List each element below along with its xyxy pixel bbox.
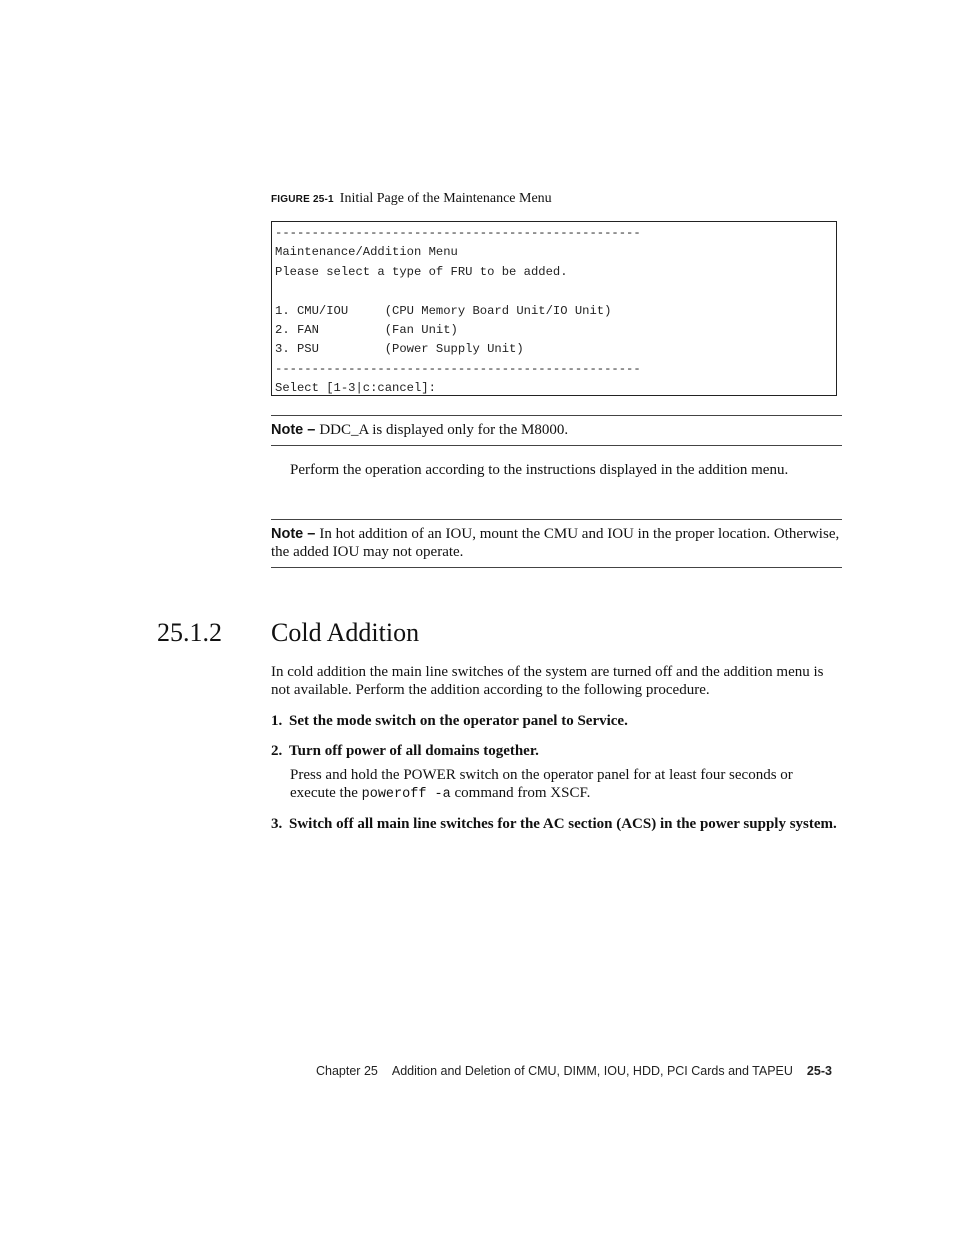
- footer-page-number: 25-3: [806, 1064, 832, 1078]
- step-3: [271, 816, 842, 833]
- note-label: Note –: [271, 526, 316, 542]
- note-text: DDC_A is displayed only for the M8000.: [319, 422, 569, 438]
- step-2-detail: [290, 766, 842, 804]
- instruction-paragraph: Perform the operation according to the instructions displayed in the addition menu.: [290, 462, 789, 478]
- step-detail-text: command from XSCF.: [450, 785, 591, 801]
- step-detail-text: Press and hold the POWER switch on the operator panel for at least four seconds or execute the: [290, 767, 793, 801]
- code-line: Please select a type of FRU to be added.: [275, 264, 568, 279]
- section-number: 25.1.2: [157, 618, 222, 647]
- section-title: Cold Addition: [271, 618, 420, 647]
- step-number: 2.: [271, 743, 283, 759]
- code-line: 2. FAN (Fan Unit): [275, 322, 458, 337]
- note-bottom-rule: [271, 567, 842, 568]
- step-number: 1.: [271, 713, 283, 729]
- note-text: In hot addition of an IOU, mount the CMU and IOU in the proper location. Otherwise, the added IOU may not operate.: [271, 526, 840, 560]
- maintenance-menu-code-box: [271, 221, 837, 396]
- code-line: [275, 282, 836, 301]
- code-line: 3. PSU (Power Supply Unit): [275, 342, 524, 357]
- figure-caption: [271, 191, 552, 207]
- poweroff-command: poweroff -a: [361, 787, 451, 802]
- code-line: Select [1-3|c:cancel]:: [275, 381, 436, 396]
- note-ddc: [271, 421, 842, 439]
- step-number: 3.: [271, 816, 283, 832]
- footer-chapter-title: Addition and Deletion of CMU, DIMM, IOU, HDD, PCI Cards and TAPEU: [391, 1064, 793, 1078]
- step-2: [271, 743, 842, 760]
- note-top-rule: [271, 519, 842, 520]
- note-bottom-rule: [271, 445, 842, 446]
- step-text: Set the mode switch on the operator panel to Service.: [289, 713, 628, 729]
- note-label: Note –: [271, 422, 316, 438]
- figure-label: FIGURE 25-1: [271, 194, 334, 205]
- step-1: [271, 713, 842, 730]
- note-hot-addition: [271, 525, 842, 561]
- figure-caption-text: Initial Page of the Maintenance Menu: [339, 191, 552, 206]
- note-top-rule: [271, 415, 842, 416]
- code-line: --------------------------------------------------: [275, 226, 641, 240]
- step-text: Turn off power of all domains together.: [289, 743, 539, 759]
- section-intro: In cold addition the main line switches of the system are turned off and the addition menu is not available. Perform the addition according to the following procedure.: [271, 664, 824, 698]
- footer-chapter: Chapter 25: [316, 1064, 378, 1078]
- step-text: Switch off all main line switches for the AC section (ACS) in the power supply system.: [289, 816, 837, 832]
- code-line: Maintenance/Addition Menu: [275, 245, 458, 260]
- page-footer: [316, 1064, 832, 1078]
- code-line: 1. CMU/IOU (CPU Memory Board Unit/IO Unit): [275, 303, 612, 318]
- code-line: --------------------------------------------------: [275, 361, 641, 376]
